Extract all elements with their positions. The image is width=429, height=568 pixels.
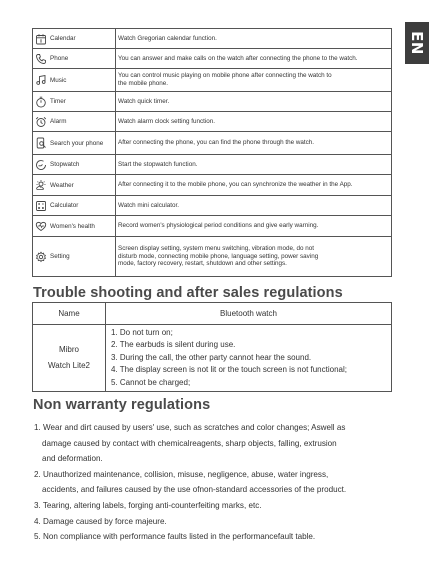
feature-name: Calculator [50, 202, 79, 209]
gear-icon [35, 251, 47, 263]
warranty-line: and deformation. [42, 454, 103, 464]
feature-name-cell [33, 132, 116, 155]
warranty-item [34, 420, 394, 467]
feature-row [33, 29, 392, 49]
language-tab [405, 22, 429, 64]
feature-row [33, 216, 392, 237]
feature-name: Stopwatch [50, 161, 80, 168]
feature-description-cell [116, 237, 392, 277]
feature-name: Weather [50, 181, 74, 189]
warranty-item [34, 529, 394, 545]
warranty-heading: Non warranty regulations [33, 397, 211, 413]
model-name-cell [33, 325, 106, 392]
issues-cell [106, 325, 392, 392]
warranty-line: 1. Wear and dirt caused by users' use, such as scratches and color changes; Aswell as [34, 423, 346, 432]
warranty-list [34, 420, 394, 545]
feature-name: Calendar [50, 35, 76, 42]
feature-row [33, 196, 392, 216]
feature-description-line: disturb mode, connecting mobile phone, language setting, power saving [118, 252, 319, 260]
feature-name-cell [33, 175, 116, 196]
feature-row [33, 49, 392, 69]
feature-description-cell [116, 92, 392, 112]
feature-description-cell [116, 175, 392, 196]
feature-description-line: Watch Gregorian calendar function. [118, 34, 217, 42]
trouble-heading: Trouble shooting and after sales regulations [33, 285, 343, 301]
warranty-line: 2. Unauthorized maintenance, collision, misuse, negligence, abuse, water ingress, [34, 469, 329, 479]
feature-description-cell [116, 49, 392, 69]
feature-description-line: Start the stopwatch function. [118, 160, 198, 168]
music-icon [35, 74, 47, 86]
issue-item: 1. Do not turn on; [111, 328, 173, 337]
features-table [32, 28, 392, 277]
weather-icon [35, 179, 47, 191]
feature-name: Timer [50, 98, 66, 105]
issue-item: 4. The display screen is not lit or the touch screen is not functional; [111, 365, 347, 375]
feature-description-line: Watch quick timer. [118, 97, 170, 105]
feature-name: Search your phone [50, 139, 104, 147]
feature-description-cell [116, 216, 392, 237]
women-health-icon [35, 220, 47, 232]
warranty-item [34, 498, 394, 514]
feature-row [33, 92, 392, 112]
issue-item: 3. During the call, the other party cannot hear the sound. [111, 352, 312, 362]
calendar-icon [35, 33, 47, 45]
feature-name-cell [33, 92, 116, 112]
trouble-table [32, 302, 392, 392]
model-name-line: Watch Lite2 [48, 361, 90, 371]
stopwatch-icon [35, 159, 47, 171]
feature-name-cell [33, 112, 116, 132]
feature-description-line: the mobile phone. [118, 80, 169, 87]
feature-name: Setting [50, 253, 70, 260]
feature-row [33, 237, 392, 277]
feature-description-line: You can control music playing on mobile phone after connecting the watch to [118, 72, 332, 80]
warranty-line: accidents, and failures caused by the use ofnon-standard accessories of the product. [42, 485, 347, 495]
warranty-item [34, 467, 394, 498]
warranty-line: 4. Damage caused by force majeure. [34, 516, 167, 526]
feature-row [33, 69, 392, 92]
feature-row [33, 132, 392, 155]
feature-name-cell [33, 216, 116, 237]
feature-description-line: After connecting the phone, you can find the phone through the watch. [118, 139, 315, 147]
model-name-line: Mibro [58, 345, 79, 355]
timer-icon [35, 96, 47, 108]
feature-name: Music [50, 76, 67, 84]
feature-description-cell [116, 155, 392, 175]
feature-description-line: mode, factory recovery, restart, shutdown and other settings. [118, 260, 287, 268]
feature-name-cell [33, 49, 116, 69]
warranty-item [34, 514, 394, 530]
warranty-line: damage caused by contact with chemicalreagents, sharp objects, falling, extrusion [42, 438, 337, 448]
alarm-icon [35, 116, 47, 128]
trouble-col-name: Name [33, 303, 106, 325]
feature-row [33, 112, 392, 132]
feature-row [33, 175, 392, 196]
feature-description-cell [116, 132, 392, 155]
feature-description-line: You can answer and make calls on the watch after connecting the phone to the watch. [118, 54, 358, 62]
feature-description-cell [116, 69, 392, 92]
feature-name: Alarm [50, 118, 67, 125]
feature-description-cell [116, 112, 392, 132]
feature-name: Phone [50, 55, 69, 62]
feature-description-line: Screen display setting, system menu switching, vibration mode, do not [118, 244, 314, 252]
trouble-col-bluetooth: Bluetooth watch [106, 303, 392, 325]
language-tab-label: EN [408, 31, 426, 55]
feature-description-line: Record women's physiological period conditions and give early warning. [118, 222, 319, 230]
search-phone-icon [35, 137, 47, 149]
feature-name-cell [33, 237, 116, 277]
feature-name-cell [33, 155, 116, 175]
warranty-line: 5. Non compliance with performance faults listed in the performancefault table. [34, 532, 316, 542]
feature-description-line: Watch mini calculator. [118, 201, 180, 209]
feature-name-cell [33, 196, 116, 216]
issue-item: 2. The earbuds is silent during use. [111, 340, 236, 350]
phone-icon [35, 53, 47, 65]
feature-description-cell [116, 29, 392, 49]
warranty-line: 3. Tearing, altering labels, forging anti-counterfeiting marks, etc. [34, 500, 262, 510]
feature-description-line: After connecting it to the mobile phone, you can synchronize the weather in the App. [118, 181, 353, 189]
feature-name-cell [33, 29, 116, 49]
feature-row [33, 155, 392, 175]
calculator-icon [35, 200, 47, 212]
feature-description-cell [116, 196, 392, 216]
feature-description-line: Watch alarm clock setting function. [118, 117, 216, 125]
feature-name-cell [33, 69, 116, 92]
feature-name: Women's health [50, 222, 95, 230]
issue-item: 5. Cannot be charged; [111, 377, 191, 387]
